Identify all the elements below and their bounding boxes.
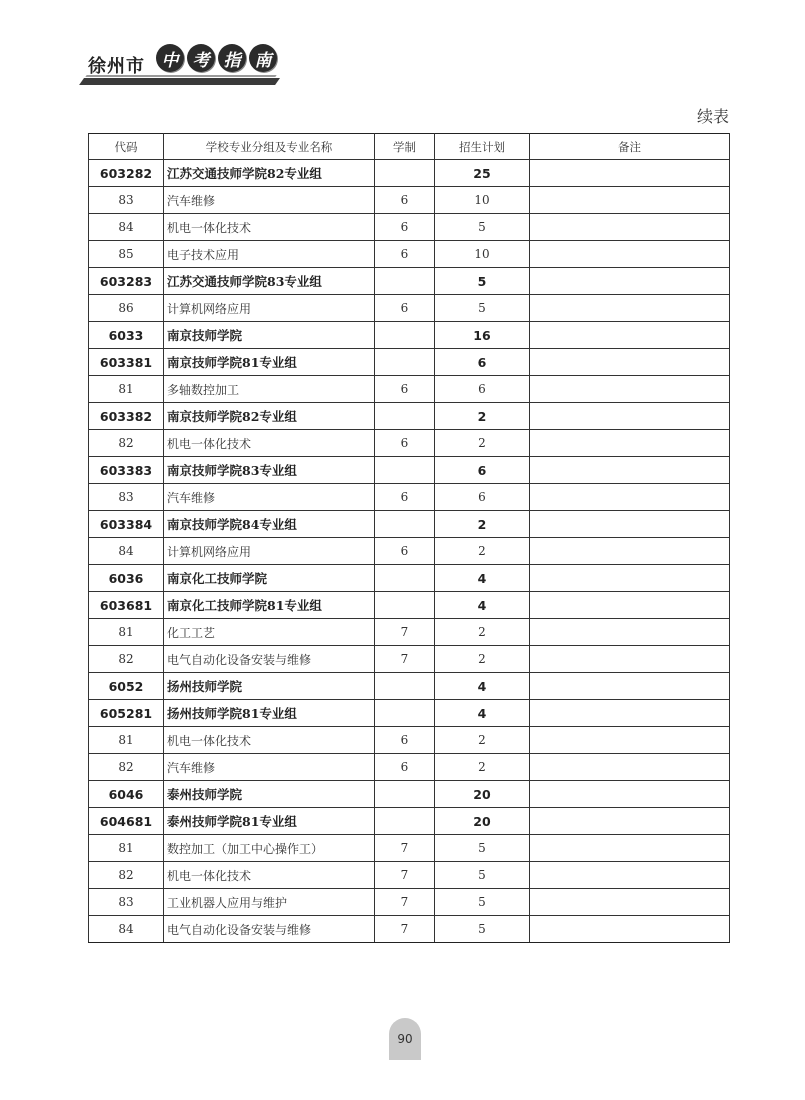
table-row (89, 187, 730, 214)
cell-name: 计算机网络应用 (164, 295, 375, 322)
cell-plan: 5 (435, 268, 530, 295)
cell-name: 计算机网络应用 (164, 538, 375, 565)
cell-years: 6 (375, 376, 435, 403)
cell-note (530, 889, 730, 916)
cell-note (530, 592, 730, 619)
cell-plan: 2 (435, 727, 530, 754)
cell-note (530, 349, 730, 376)
cell-years: 6 (375, 727, 435, 754)
cell-plan: 10 (435, 187, 530, 214)
table-header-row (89, 134, 730, 160)
table-body (89, 160, 730, 943)
cell-note (530, 295, 730, 322)
cell-note (530, 268, 730, 295)
cell-name: 南京技师学院82专业组 (164, 403, 375, 430)
cell-plan: 5 (435, 295, 530, 322)
guide-char-2: 考 (187, 44, 215, 72)
cell-name: 南京化工技师学院81专业组 (164, 592, 375, 619)
cell-code: 82 (89, 646, 164, 673)
table-row (89, 916, 730, 943)
cell-code: 6046 (89, 781, 164, 808)
cell-code: 82 (89, 430, 164, 457)
cell-years: 7 (375, 835, 435, 862)
table-row-group (89, 160, 730, 187)
cell-plan: 2 (435, 754, 530, 781)
cell-years (375, 700, 435, 727)
cell-years: 6 (375, 241, 435, 268)
table-row (89, 484, 730, 511)
cell-plan: 4 (435, 565, 530, 592)
cell-name: 南京技师学院83专业组 (164, 457, 375, 484)
cell-years (375, 781, 435, 808)
cell-code: 83 (89, 889, 164, 916)
cell-plan: 2 (435, 619, 530, 646)
cell-years: 7 (375, 619, 435, 646)
page-number: 90 (389, 1018, 421, 1060)
cell-code: 81 (89, 619, 164, 646)
cell-code: 603681 (89, 592, 164, 619)
table-row-group (89, 700, 730, 727)
cell-years (375, 457, 435, 484)
cell-name: 南京化工技师学院 (164, 565, 375, 592)
cell-years (375, 403, 435, 430)
cell-years: 6 (375, 430, 435, 457)
cell-years (375, 511, 435, 538)
cell-plan: 4 (435, 700, 530, 727)
table-row-group (89, 673, 730, 700)
cell-plan: 2 (435, 538, 530, 565)
cell-plan: 16 (435, 322, 530, 349)
guide-char-3: 指 (218, 44, 246, 72)
cell-years: 6 (375, 295, 435, 322)
continued-label: 续表 (696, 107, 729, 126)
cell-code: 603383 (89, 457, 164, 484)
cell-code: 6033 (89, 322, 164, 349)
cell-note (530, 241, 730, 268)
cell-note (530, 430, 730, 457)
cell-name: 泰州技师学院 (164, 781, 375, 808)
cell-name: 数控加工（加工中心操作工） (164, 835, 375, 862)
cell-note (530, 700, 730, 727)
cell-name: 机电一体化技术 (164, 862, 375, 889)
table-row-group (89, 322, 730, 349)
cell-years: 6 (375, 187, 435, 214)
cell-code: 603283 (89, 268, 164, 295)
cell-years: 6 (375, 754, 435, 781)
cell-plan: 4 (435, 592, 530, 619)
cell-plan: 2 (435, 646, 530, 673)
cell-note (530, 457, 730, 484)
cell-note (530, 187, 730, 214)
cell-years: 6 (375, 214, 435, 241)
cell-code: 86 (89, 295, 164, 322)
cell-code: 6036 (89, 565, 164, 592)
cell-note (530, 781, 730, 808)
cell-plan: 5 (435, 214, 530, 241)
cell-plan: 5 (435, 835, 530, 862)
cell-note (530, 754, 730, 781)
table-row-group (89, 403, 730, 430)
cell-note (530, 646, 730, 673)
cell-name: 江苏交通技师学院83专业组 (164, 268, 375, 295)
cell-name: 扬州技师学院 (164, 673, 375, 700)
cell-code: 83 (89, 484, 164, 511)
cell-note (530, 322, 730, 349)
cell-plan: 6 (435, 376, 530, 403)
cell-note (530, 160, 730, 187)
cell-note (530, 862, 730, 889)
col-header-note: 备注 (530, 134, 730, 160)
col-header-plan: 招生计划 (435, 134, 530, 160)
cell-years (375, 808, 435, 835)
cell-years (375, 322, 435, 349)
cell-code: 84 (89, 538, 164, 565)
table-row-group (89, 511, 730, 538)
header-guide-title (156, 44, 277, 72)
cell-code: 82 (89, 862, 164, 889)
cell-years: 7 (375, 862, 435, 889)
cell-years: 7 (375, 889, 435, 916)
header-underline-bar (79, 78, 280, 85)
cell-name: 机电一体化技术 (164, 727, 375, 754)
col-header-name: 学校专业分组及专业名称 (164, 134, 375, 160)
cell-code: 603382 (89, 403, 164, 430)
cell-note (530, 511, 730, 538)
cell-plan: 5 (435, 889, 530, 916)
table-row (89, 727, 730, 754)
cell-plan: 10 (435, 241, 530, 268)
cell-years (375, 673, 435, 700)
table-row (89, 214, 730, 241)
table-row (89, 241, 730, 268)
cell-note (530, 835, 730, 862)
cell-note (530, 727, 730, 754)
table-row (89, 295, 730, 322)
table-row (89, 862, 730, 889)
cell-code: 81 (89, 727, 164, 754)
guide-char-4: 南 (249, 44, 277, 72)
cell-code: 84 (89, 916, 164, 943)
enrollment-table (88, 133, 730, 943)
cell-plan: 5 (435, 916, 530, 943)
cell-plan: 6 (435, 349, 530, 376)
cell-code: 81 (89, 376, 164, 403)
cell-plan: 6 (435, 457, 530, 484)
cell-name: 汽车维修 (164, 187, 375, 214)
cell-note (530, 619, 730, 646)
page-header (84, 40, 284, 88)
cell-name: 汽车维修 (164, 484, 375, 511)
cell-name: 机电一体化技术 (164, 430, 375, 457)
cell-plan: 6 (435, 484, 530, 511)
cell-name: 机电一体化技术 (164, 214, 375, 241)
table-row-group (89, 808, 730, 835)
cell-name: 多轴数控加工 (164, 376, 375, 403)
cell-note (530, 916, 730, 943)
cell-code: 605281 (89, 700, 164, 727)
cell-code: 81 (89, 835, 164, 862)
cell-code: 604681 (89, 808, 164, 835)
table-row-group (89, 781, 730, 808)
cell-plan: 2 (435, 511, 530, 538)
table-row (89, 376, 730, 403)
table-row-group (89, 565, 730, 592)
cell-plan: 25 (435, 160, 530, 187)
cell-note (530, 484, 730, 511)
cell-code: 603381 (89, 349, 164, 376)
cell-code: 603384 (89, 511, 164, 538)
cell-plan: 2 (435, 430, 530, 457)
cell-code: 603282 (89, 160, 164, 187)
cell-years (375, 160, 435, 187)
table-row (89, 646, 730, 673)
cell-name: 汽车维修 (164, 754, 375, 781)
cell-name: 南京技师学院 (164, 322, 375, 349)
cell-years (375, 592, 435, 619)
cell-note (530, 538, 730, 565)
cell-plan: 20 (435, 808, 530, 835)
table-row (89, 889, 730, 916)
cell-code: 83 (89, 187, 164, 214)
cell-code: 6052 (89, 673, 164, 700)
header-city: 徐州市 (88, 56, 145, 77)
cell-name: 江苏交通技师学院82专业组 (164, 160, 375, 187)
col-header-code: 代码 (89, 134, 164, 160)
table-row-group (89, 268, 730, 295)
cell-code: 85 (89, 241, 164, 268)
table-row (89, 538, 730, 565)
cell-years: 6 (375, 484, 435, 511)
cell-years: 7 (375, 646, 435, 673)
table-row (89, 430, 730, 457)
cell-code: 84 (89, 214, 164, 241)
guide-char-1: 中 (156, 44, 184, 72)
table-row (89, 754, 730, 781)
cell-note (530, 673, 730, 700)
table-row-group (89, 457, 730, 484)
cell-code: 82 (89, 754, 164, 781)
cell-name: 南京技师学院81专业组 (164, 349, 375, 376)
cell-name: 电气自动化设备安装与维修 (164, 646, 375, 673)
cell-years (375, 565, 435, 592)
cell-name: 工业机器人应用与维护 (164, 889, 375, 916)
cell-plan: 2 (435, 403, 530, 430)
table-row (89, 835, 730, 862)
table-row-group (89, 592, 730, 619)
table-row-group (89, 349, 730, 376)
col-header-years: 学制 (375, 134, 435, 160)
cell-name: 化工工艺 (164, 619, 375, 646)
cell-name: 南京技师学院84专业组 (164, 511, 375, 538)
cell-name: 电气自动化设备安装与维修 (164, 916, 375, 943)
cell-name: 扬州技师学院81专业组 (164, 700, 375, 727)
cell-years (375, 268, 435, 295)
cell-note (530, 214, 730, 241)
cell-note (530, 808, 730, 835)
cell-note (530, 376, 730, 403)
cell-plan: 4 (435, 673, 530, 700)
cell-note (530, 565, 730, 592)
cell-name: 电子技术应用 (164, 241, 375, 268)
cell-years: 6 (375, 538, 435, 565)
cell-plan: 5 (435, 862, 530, 889)
cell-plan: 20 (435, 781, 530, 808)
cell-years: 7 (375, 916, 435, 943)
cell-years (375, 349, 435, 376)
cell-note (530, 403, 730, 430)
cell-name: 泰州技师学院81专业组 (164, 808, 375, 835)
table-row (89, 619, 730, 646)
